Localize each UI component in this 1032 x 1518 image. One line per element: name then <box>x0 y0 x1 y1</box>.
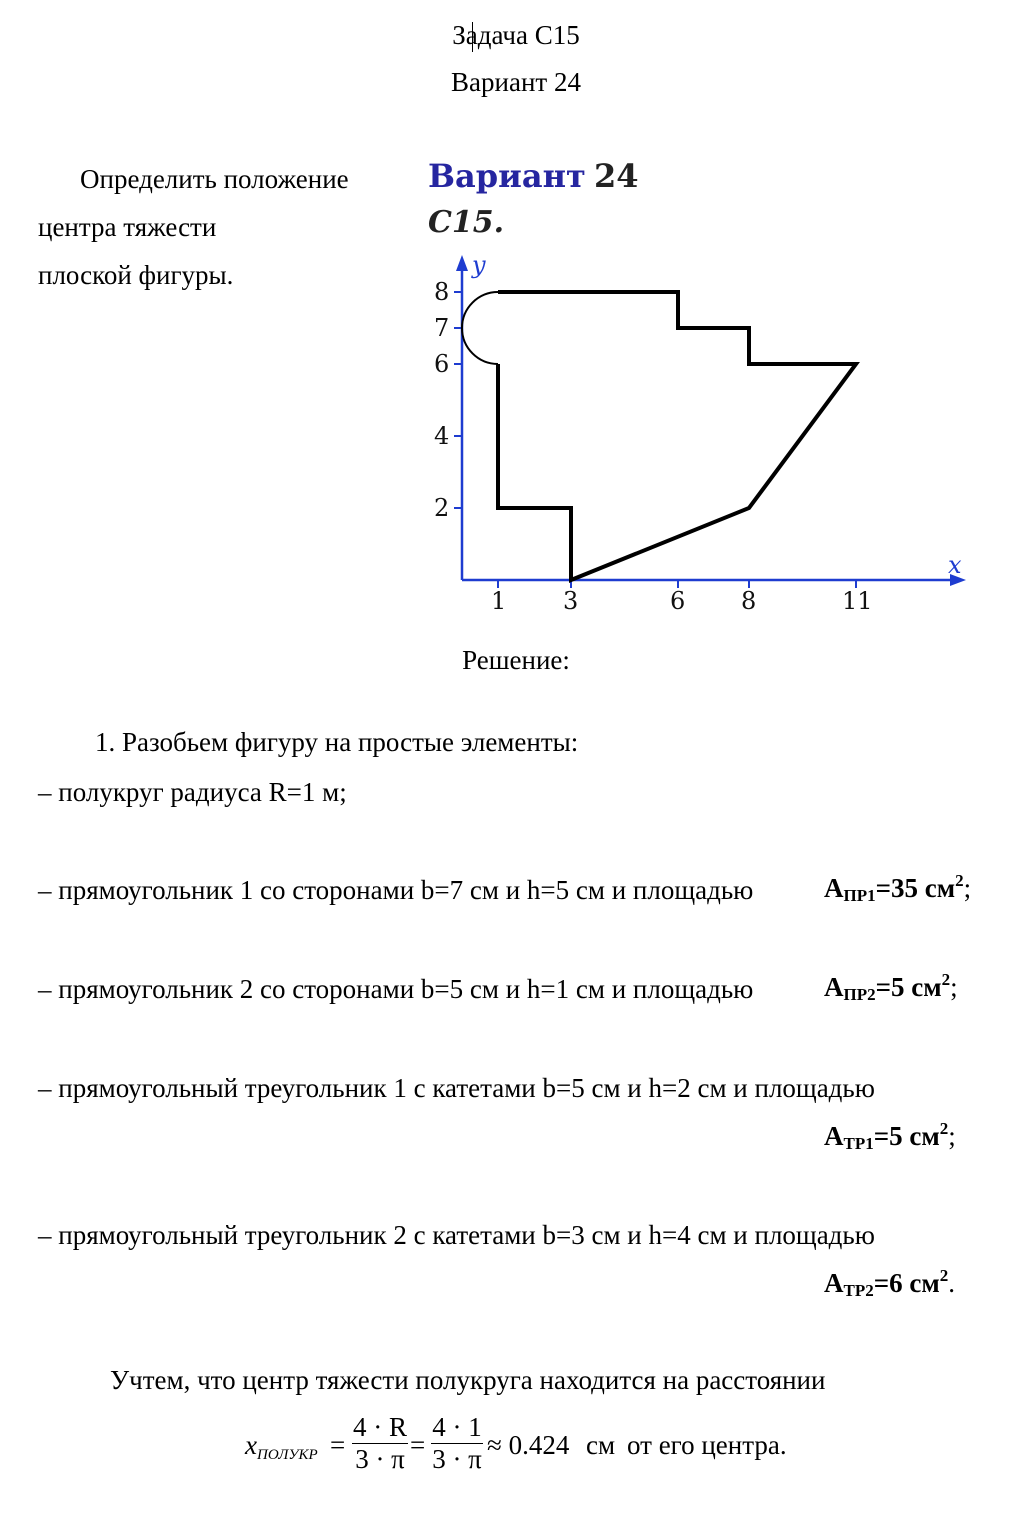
y-axis-arrow <box>456 255 468 271</box>
fraction-1-numerator: 4 · R <box>353 1412 407 1442</box>
figure-task-label: C15. <box>428 205 505 240</box>
formula-variable: xПОЛУКР <box>245 1430 318 1463</box>
figure-outline <box>462 292 856 580</box>
item-semicircle: – полукруг радиуса R=1 м; <box>38 777 347 807</box>
problem-line-1: Определить положение <box>80 164 349 194</box>
y-tick-label: 8 <box>434 278 450 306</box>
fraction-2-denominator: 3 · π <box>432 1444 482 1474</box>
area-triangle-2: AТР2=6 $см^2$. <box>824 1266 955 1300</box>
fraction-2-numerator: 4 · 1 <box>432 1412 482 1442</box>
formula-eq-1: = <box>330 1430 346 1460</box>
problem-line-3: плоской фигуры. <box>38 260 234 290</box>
variant-title: Вариант 24 <box>451 67 581 97</box>
area-rectangle-2: AПР2=5 $см^2$; <box>824 970 958 1004</box>
formula-eq-2: = <box>410 1430 426 1460</box>
figure-variant-number: 24 <box>594 157 639 195</box>
area-rectangle-1: AПР1=35 $см^2$; <box>824 871 972 905</box>
fraction-2 <box>431 1412 483 1475</box>
polygon-contour <box>498 292 856 580</box>
x-axis-label: x <box>948 551 962 579</box>
solution-heading: Решение: <box>462 645 570 675</box>
y-tick-label: 2 <box>434 494 450 522</box>
figure-variant-label: Вариант <box>428 157 586 195</box>
x-tick-label: 8 <box>741 587 757 615</box>
semicircle-arc <box>462 292 498 364</box>
step-1: 1. Разобьем фигуру на простые элементы: <box>95 727 579 757</box>
semicircle-note: Учтем, что центр тяжести полукруга находится на расстоянии <box>110 1365 826 1395</box>
formula-approx-value: ≈ 0.424 <box>487 1430 570 1460</box>
x-tick-label: 1 <box>491 587 507 615</box>
item-triangle-1: – прямоугольный треугольник 1 с катетами b=5 см и h=2 см и площадью <box>38 1073 875 1103</box>
item-rectangle-1: – прямоугольник 1 со сторонами b=7 см и h=5 см и площадью <box>38 875 754 905</box>
x-tick-label: 11 <box>842 587 873 615</box>
problem-line-2: центра тяжести <box>38 212 217 242</box>
area-triangle-1: AТР1=5 $см^2$; <box>824 1119 956 1153</box>
axes <box>462 263 960 580</box>
task-title: Задача С15 <box>452 20 580 50</box>
y-tick-label: 7 <box>434 314 450 342</box>
item-triangle-2: – прямоугольный треугольник 2 с катетами b=3 см и h=4 см и площадью <box>38 1220 875 1250</box>
y-axis-label: y <box>472 251 486 279</box>
fraction-1-denominator: 3 · π <box>355 1444 405 1474</box>
figure-diagram <box>420 245 1000 625</box>
item-rectangle-2: – прямоугольник 2 со сторонами b=5 см и h=1 см и площадью <box>38 974 754 1004</box>
fraction-1 <box>352 1412 408 1475</box>
y-tick-label: 4 <box>434 422 450 450</box>
x-tick-label: 3 <box>563 587 579 615</box>
y-tick-label: 6 <box>434 350 450 378</box>
x-tick-label: 6 <box>670 587 686 615</box>
formula-tail: от его центра. <box>627 1430 787 1460</box>
formula-unit: см <box>586 1430 616 1460</box>
